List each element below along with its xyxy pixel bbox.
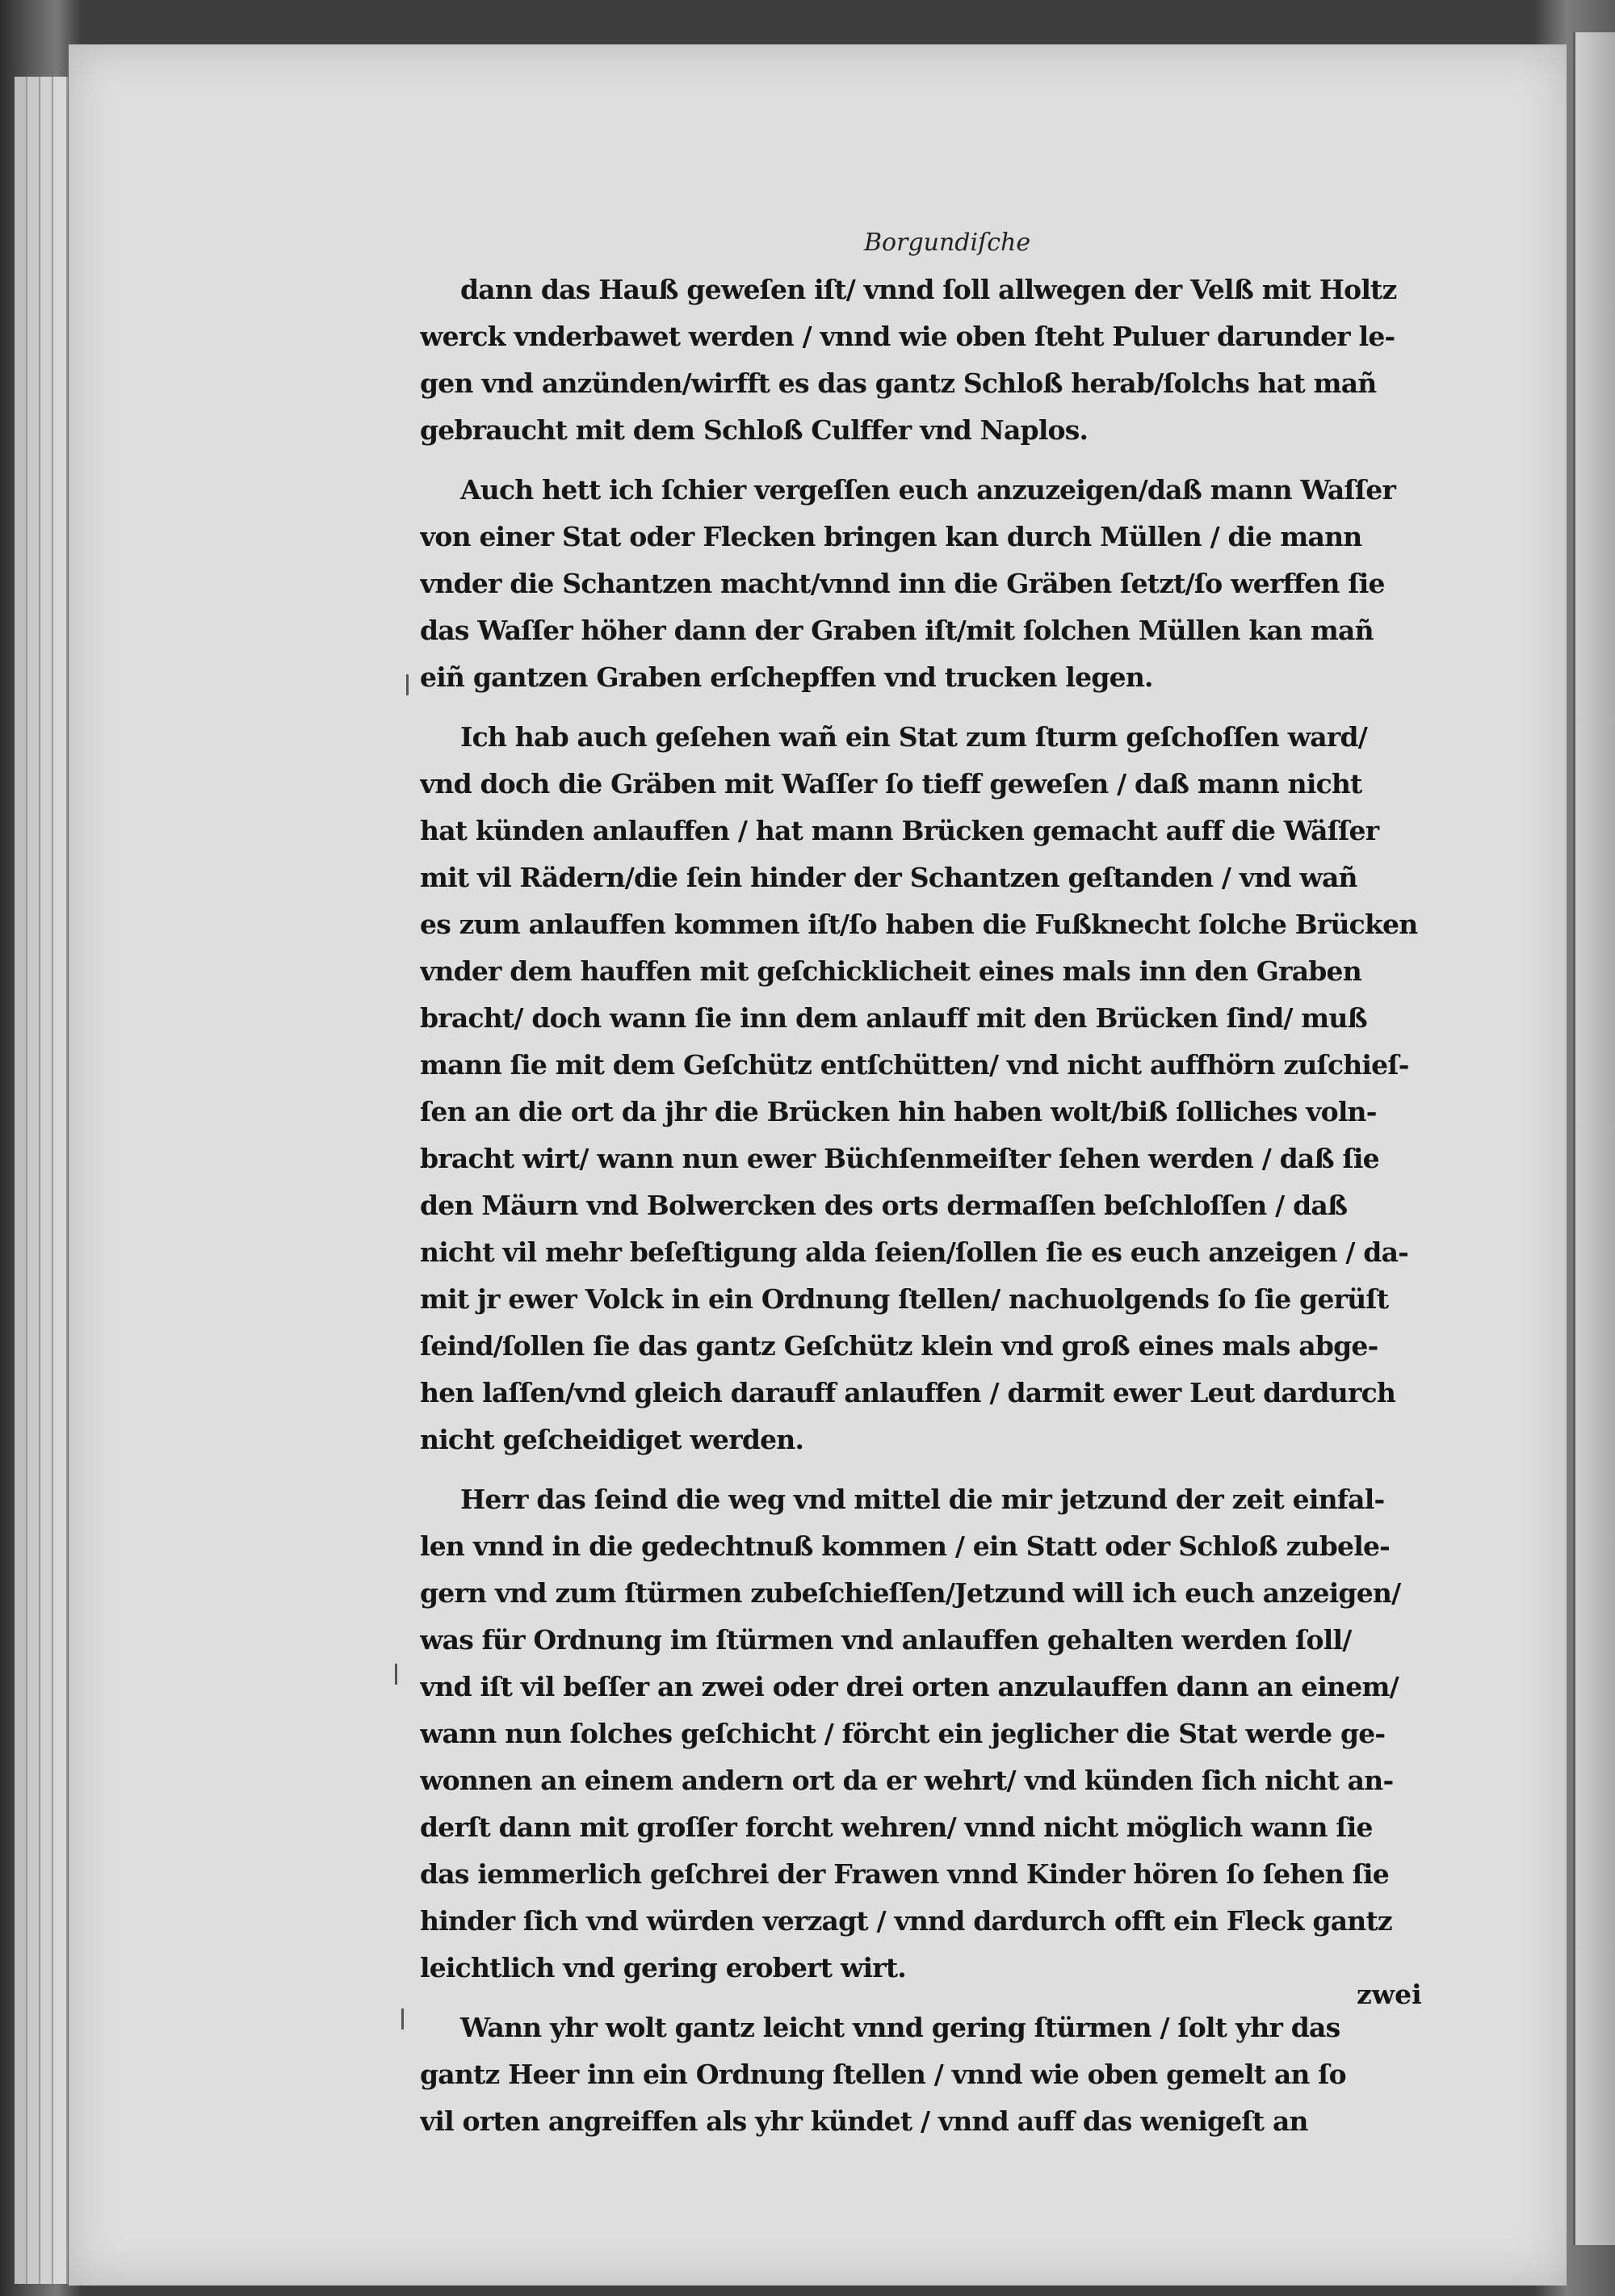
- text-line: vnd doch die Gräben mit Waſſer ſo tieff geweſen / daß mann nicht: [420, 768, 1362, 800]
- text-line: wann nun ſolches geſchicht / förcht ein jeglicher die Stat werde ge-: [420, 1718, 1386, 1749]
- text-line: von einer Stat oder Flecken bringen kan durch Müllen / die mann: [420, 521, 1362, 552]
- text-line: gern vnd zum ſtürmen zubeſchieſſen/Jetzund will ich euch anzeigen/: [420, 1577, 1401, 1609]
- page-edge-1: [15, 77, 27, 2284]
- body-text: [420, 267, 1462, 2145]
- paragraph-gap: [420, 701, 1462, 714]
- facing-page-edge: [1573, 32, 1615, 2245]
- text-line: vnder dem hauffen mit geſchicklicheit eines mals inn den Graben: [420, 955, 1361, 987]
- text-line: Ich hab auch geſehen wañ ein Stat zum ſturm geſchoſſen ward/: [460, 721, 1368, 753]
- text-line: Wann yhr wolt gantz leicht vnnd gering ſtürmen / ſolt yhr das: [460, 2012, 1340, 2043]
- paragraph-gap: [420, 454, 1462, 467]
- text-line: len vnnd in die gedechtnuß kommen / ein Statt oder Schloß zubele-: [420, 1530, 1391, 1562]
- page-edge-4: [53, 77, 68, 2284]
- text-line: mit jr ewer Volck in ein Ordnung ſtellen/ nachuolgends ſo ſie gerüſt: [420, 1283, 1389, 1315]
- paragraph-gap: [420, 1992, 1462, 2004]
- text-line: was für Ordnung im ſtürmen vnd anlauffen gehalten werden ſoll/: [420, 1624, 1352, 1656]
- text-line: werck vnderbawet werden / vnnd wie oben ſteht Puluer darunder le-: [420, 321, 1395, 352]
- text-line: hat künden anlauffen / hat mann Brücken gemacht auff die Wäſſer: [420, 815, 1379, 846]
- margin-mark: [395, 1664, 397, 1685]
- text-line: nicht geſcheidiget werden.: [420, 1424, 804, 1455]
- text-line: wonnen an einem andern ort da er wehrt/ vnd künden ſich nicht an-: [420, 1765, 1394, 1796]
- text-line: es zum anlauffen kommen iſt/ſo haben die Fußknecht ſolche Brücken: [420, 909, 1418, 940]
- text-line: gantz Heer inn ein Ordnung ſtellen / vnnd wie oben gemelt an ſo: [420, 2059, 1346, 2090]
- page-edge-2: [27, 77, 40, 2284]
- text-line: eiñ gantzen Graben erſchepffen vnd trucken legen.: [420, 661, 1153, 693]
- text-line: vnd iſt vil beſſer an zwei oder drei orten anzulauffen dann an einem/: [420, 1671, 1399, 1702]
- text-line: vil orten angreiffen als yhr kündet / vnnd auff das wenigeſt an: [420, 2105, 1308, 2137]
- margin-mark: [406, 674, 409, 695]
- text-line: Auch hett ich ſchier vergeſſen euch anzuzeigen/daß mann Waſſer: [460, 474, 1396, 506]
- text-line: nicht vil mehr beſeſtigung alda ſeien/ſollen ſie es euch anzeigen / da-: [420, 1236, 1409, 1268]
- text-line: gen vnd anzünden/wirfft es das gantz Schloß herab/ſolchs hat mañ: [420, 367, 1377, 399]
- running-head: Borgundiſche: [864, 229, 1031, 257]
- margin-mark: [401, 2008, 404, 2029]
- text-line: derſt dann mit groſſer forcht wehren/ vnnd nicht möglich wann ſie: [420, 1811, 1373, 1843]
- text-line: gebraucht mit dem Schloß Culffer vnd Naplos.: [420, 414, 1089, 446]
- text-line: das Waſſer höher dann der Graben iſt/mit ſolchen Müllen kan mañ: [420, 615, 1374, 646]
- text-line: ſen an die ort da jhr die Brücken hin haben wolt/biß ſolliches voln-: [420, 1096, 1377, 1127]
- text-line: ſeind/ſollen ſie das gantz Geſchütz klein vnd groß eines mals abge-: [420, 1330, 1378, 1362]
- text-line: mann ſie mit dem Geſchütz entſchütten/ vnd nicht auffhörn zuſchieſ-: [420, 1049, 1409, 1081]
- text-line: den Mäurn vnd Bolwercken des orts dermaſſen beſchloſſen / daß: [420, 1190, 1348, 1221]
- page-edge-3: [40, 77, 53, 2284]
- text-line: leichtlich vnd gering erobert wirt.: [420, 1952, 906, 1983]
- text-line: dann das Hauß geweſen iſt/ vnnd ſoll allwegen der Velß mit Holtz: [460, 274, 1397, 305]
- text-line: vnder die Schantzen macht/vnnd inn die Gräben ſetzt/ſo werffen ſie: [420, 568, 1385, 599]
- text-line: mit vil Rädern/die ſein hinder der Schantzen geſtanden / vnd wañ: [420, 862, 1357, 893]
- text-line: bracht/ doch wann ſie inn dem anlauff mit den Brücken ſind/ muß: [420, 1002, 1367, 1034]
- text-line: Herr das ſeind die weg vnd mittel die mir jetzund der zeit einfal-: [460, 1484, 1385, 1515]
- text-line: hinder ſich vnd würden verzagt / vnnd dardurch offt ein Fleck gantz: [420, 1905, 1392, 1937]
- text-line: das iemmerlich geſchrei der Frawen vnnd Kinder hören ſo ſehen ſie: [420, 1858, 1389, 1890]
- paragraph-gap: [420, 1463, 1462, 1476]
- text-line: bracht wirt/ wann nun ewer Büchſenmeiſter ſehen werden / daß ſie: [420, 1143, 1379, 1174]
- catchword: zwei: [1357, 1979, 1422, 2010]
- book-page: [69, 44, 1567, 2286]
- text-line: hen laſſen/vnd gleich darauff anlauffen / darmit ewer Leut dardurch: [420, 1377, 1396, 1408]
